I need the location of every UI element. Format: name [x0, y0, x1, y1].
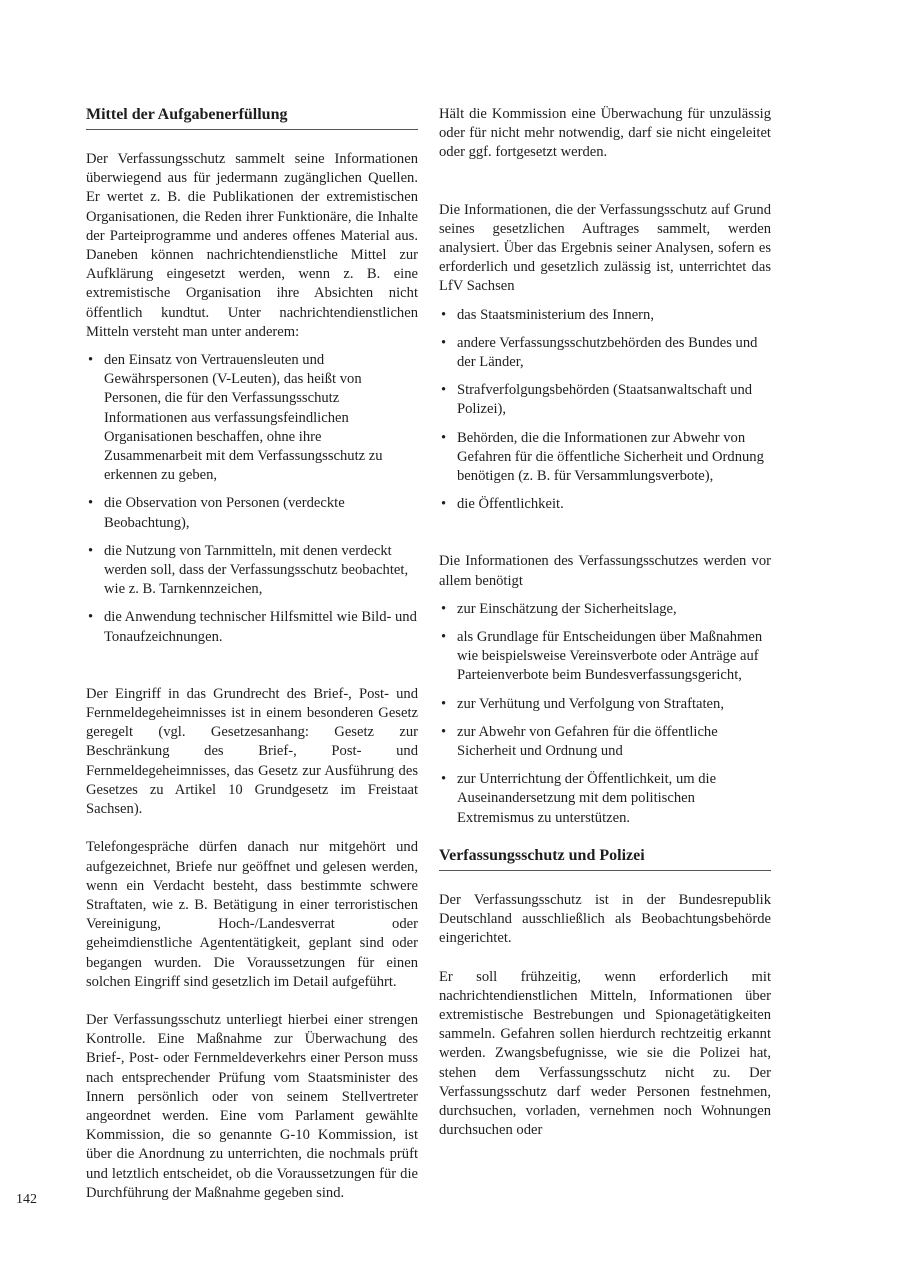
- page-number: 142: [16, 1192, 37, 1207]
- list-item: • die Observation von Personen (verdeckte Beobachtung),: [86, 494, 418, 532]
- bullet-list-nd-mittel: [86, 351, 418, 647]
- list-item: • das Staatsministerium des Innern,: [439, 306, 771, 325]
- list-item: • zur Unterrichtung der Öffentlichkeit, um die Auseinandersetzung mit dem politischen Extremismus zu unterstützen.: [439, 770, 771, 828]
- list-item: • die Öffentlichkeit.: [439, 495, 771, 514]
- right-column: [439, 105, 771, 1140]
- paragraph: Hält die Kommission eine Überwachung für unzulässig oder für nicht mehr notwendig, darf sie nicht eingeleitet oder ggf. fortgesetzt werden.: [439, 106, 771, 161]
- paragraph: Der Verfassungsschutz unterliegt hierbei einer strengen Kontrolle. Eine Maßnahme zur Überwachung des Brief-, Post- oder Fernmeldeverkehrs einer Person muss nach entsprechender Prüfung vom Staatsminister des Innern persönlich oder von seinem Stellvertreter angeordnet werden. Eine vom Parlament gewählte Kommission, die so genannte G-10 Kommission, ist über die Anordnung zu unterrichten, die nochmals prüft und letztlich entscheidet, ob die Voraussetzungen für die Durchführung der Maßnahme gegeben sind.: [86, 1011, 418, 1201]
- left-column: [86, 105, 418, 1203]
- section-heading-mittel: Mittel der Aufgabenerfüllung: [86, 105, 418, 130]
- list-item: • zur Einschätzung der Sicherheitslage,: [439, 600, 771, 619]
- list-item: • die Nutzung von Tarnmitteln, mit denen verdeckt werden soll, dass der Verfassungsschutz beobachtet, wie z. B. Tarnkennzeichen,: [86, 542, 418, 600]
- paragraph: Der Verfassungsschutz ist in der Bundesrepublik Deutschland ausschließlich als Beobachtungsbehörde eingerichtet.: [439, 891, 771, 947]
- bullet-list-verwendung: [439, 600, 771, 828]
- paragraph: Die Informationen des Verfassungsschutzes werden vor allem benötigt: [439, 553, 771, 589]
- paragraph: Der Verfassungsschutz sammelt seine Informationen überwiegend aus für jedermann zugänglichen Quellen. Er wertet z. B. die Publikationen der extremistischen Organisationen, die Reden ihrer Funktionäre, die Inhalte der Parteiprogramme und anderes offenes Material aus. Daneben können nachrichtendienstliche Mittel zur Aufklärung eingesetzt werden, wenn z. B. eine extremistische Organisation ihre Absichten nicht öffentlich kundtut. Unter nachrichtendienstlichen Mitteln versteht man unter anderem:: [86, 151, 418, 340]
- list-item: • andere Verfassungsschutzbehörden des Bundes und der Länder,: [439, 334, 771, 372]
- section-heading-polizei: Verfassungsschutz und Polizei: [439, 846, 771, 871]
- paragraph: Der Eingriff in das Grundrecht des Brief-, Post- und Fernmeldegeheimnisses ist in einem besonderen Gesetz geregelt (vgl. Gesetzesanhang: Gesetz zur Beschränkung des Brief-, Post- und Fernmeldegeheimnisses, das Gesetz zur Ausführung des Gesetzes zu Artikel 10 Grundgesetz im Freistaat Sachsen).: [86, 685, 418, 818]
- paragraph: Die Informationen, die der Verfassungsschutz auf Grund seines gesetzlichen Auftrages sammelt, werden analysiert. Über das Ergebnis seiner Analysen, sofern es erforderlich und gesetzlich zulässig ist, unterrichtet das LfV Sachsen: [439, 201, 771, 295]
- list-item: • die Anwendung technischer Hilfsmittel wie Bild- und Tonaufzeichnungen.: [86, 608, 418, 646]
- list-item: • als Grundlage für Entscheidungen über Maßnahmen wie beispielsweise Vereinsverbote oder Anträge auf Parteienverbote beim Bundesverfassungsgericht,: [439, 628, 771, 686]
- list-item: • zur Abwehr von Gefahren für die öffentliche Sicherheit und Ordnung und: [439, 723, 771, 761]
- list-item: • Behörden, die die Informationen zur Abwehr von Gefahren für die öffentliche Sicherheit und Ordnung benötigen (z. B. für Versammlungsverbote),: [439, 429, 771, 487]
- bullet-list-empfaenger: [439, 306, 771, 515]
- list-item: • Strafverfolgungsbehörden (Staatsanwaltschaft und Polizei),: [439, 381, 771, 419]
- list-item: • zur Verhütung und Verfolgung von Straftaten,: [439, 695, 771, 714]
- paragraph: Telefongespräche dürfen danach nur mitgehört und aufgezeichnet, Briefe nur geöffnet und gelesen werden, wenn ein Verdacht besteht, dass bestimmte schwere Straftaten, wie z. B. Betätigung in einer terroristischen Vereinigung, Hoch-/Landesverrat oder geheimdienstliche Agententätigkeit, geplant sind oder begangen wurden. Die Voraussetzungen für einen solchen Eingriff sind gesetzlich im Detail aufgeführt.: [86, 839, 418, 990]
- paragraph: Er soll frühzeitig, wenn erforderlich mit nachrichtendienstlichen Mitteln, Informationen über extremistische Bestrebungen und Spionagetätigkeiten sammeln. Gefahren sollen hierdurch rechtzeitig erkannt werden. Zwangsbefugnisse, wie sie die Polizei hat, stehen dem Verfassungsschutz nicht zu. Der Verfassungsschutz darf weder Personen festnehmen, durchsuchen, vorladen, vernehmen noch Wohnungen durchsuchen oder: [439, 968, 771, 1139]
- list-item: • den Einsatz von Vertrauensleuten und Gewährspersonen (V-Leuten), das heißt von Personen, die für den Verfassungsschutz Informationen aus verfassungsfeindlichen Organisationen beschaffen, ohne ihre Zusammenarbeit mit dem Verfassungsschutz zu erkennen zu geben,: [86, 351, 418, 485]
